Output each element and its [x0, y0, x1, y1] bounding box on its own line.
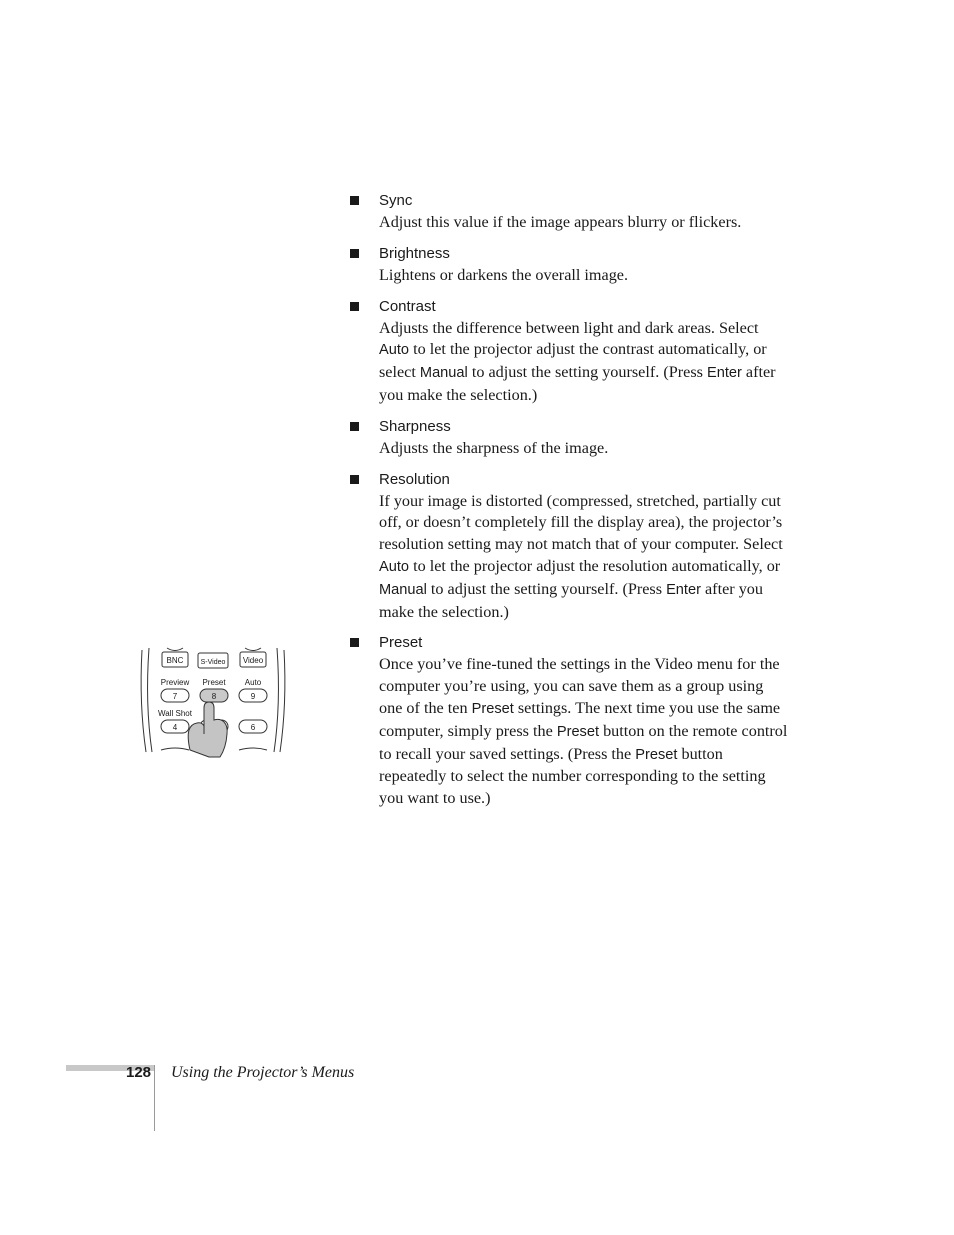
button-4-number: 4 — [172, 723, 178, 732]
square-bullet-icon — [350, 422, 359, 431]
description-text: If your image is distorted (compressed, stretched, partially cut off, or doesn’t completely fill the display area), the projector’s resolution setting may not match that of your computer. Select — [379, 491, 783, 554]
button-6-number: 6 — [250, 723, 256, 732]
square-bullet-icon — [350, 638, 359, 647]
setting-name: Brightness — [379, 244, 450, 262]
auto-label: Auto — [244, 678, 262, 687]
preview-label: Preview — [160, 678, 190, 687]
square-bullet-icon — [350, 196, 359, 205]
menu-keyword: Preset — [635, 746, 678, 763]
list-item — [348, 416, 788, 460]
setting-name: Preset — [379, 634, 423, 652]
menu-keyword: Enter — [706, 365, 742, 382]
list-item — [348, 469, 788, 624]
wall-shot-label: Wall Shot — [158, 709, 192, 718]
description-text: Lightens or darkens the overall image. — [379, 265, 629, 284]
description-text: settings. The next time you use the same computer, simply press the — [379, 698, 781, 740]
setting-name: Sync — [379, 192, 413, 209]
description-text: Adjusts the difference between light and dark areas. Select — [379, 318, 759, 337]
description-text: button on the remote control to recall your saved settings. (Press the — [379, 721, 788, 763]
square-bullet-icon — [350, 302, 359, 311]
setting-name: Resolution — [379, 470, 450, 488]
description-text: after you make the selection.) — [379, 363, 776, 404]
video-label: Video — [242, 656, 264, 665]
square-bullet-icon — [350, 475, 359, 484]
menu-keyword: Enter — [666, 581, 701, 598]
list-item — [348, 296, 788, 407]
s-video-label: S-Video — [200, 659, 226, 666]
menu-keyword: Preset — [471, 700, 514, 717]
menu-keyword: Auto — [379, 558, 410, 575]
description-text: Adjusts the sharpness of the image. — [379, 438, 609, 457]
setting-description — [379, 438, 788, 460]
chapter-title: Using the Projector’s Menus — [171, 1064, 355, 1081]
setting-description — [379, 212, 788, 234]
menu-keyword: Preset — [556, 723, 600, 740]
setting-description — [379, 318, 788, 407]
square-bullet-icon — [350, 249, 359, 258]
description-text: after you make the selection.) — [379, 579, 763, 621]
remote-control-illustration — [130, 644, 294, 758]
setting-description — [379, 654, 788, 810]
footer-rule — [154, 1065, 155, 1131]
setting-description — [379, 491, 788, 624]
button-8-number: 8 — [211, 692, 217, 701]
setting-name: Sharpness — [379, 417, 451, 435]
description-text: Once you’ve fine-tuned the settings in the Video menu for the computer you’re using, you can save them as a group using one of the ten — [379, 655, 780, 717]
description-text: to adjust the setting yourself. (Press — [467, 363, 707, 382]
preset-label: Preset — [202, 678, 226, 687]
description-text: to let the projector adjust the contrast automatically, or select — [379, 340, 767, 382]
menu-keyword: Auto — [379, 342, 410, 359]
menu-settings-list — [348, 190, 788, 819]
menu-keyword: Manual — [419, 365, 468, 382]
description-text: Adjust this value if the image appears blurry or flickers. — [379, 213, 742, 231]
description-text: to let the projector adjust the resolution automatically, or — [409, 556, 781, 575]
description-text: to adjust the setting yourself. (Press — [426, 579, 667, 598]
description-text: button repeatedly to select the number corresponding to the setting you want to use.) — [379, 744, 766, 808]
list-item — [348, 243, 788, 287]
button-7-number: 7 — [172, 692, 178, 701]
setting-name: Contrast — [379, 297, 436, 315]
button-9-number: 9 — [250, 692, 256, 701]
list-item — [348, 632, 788, 810]
menu-keyword: Manual — [379, 581, 427, 598]
page-number: 128 — [126, 1064, 152, 1081]
bnc-label: BNC — [166, 656, 184, 665]
pointing-hand-icon — [188, 702, 227, 757]
setting-description — [379, 265, 788, 287]
list-item — [348, 190, 788, 234]
